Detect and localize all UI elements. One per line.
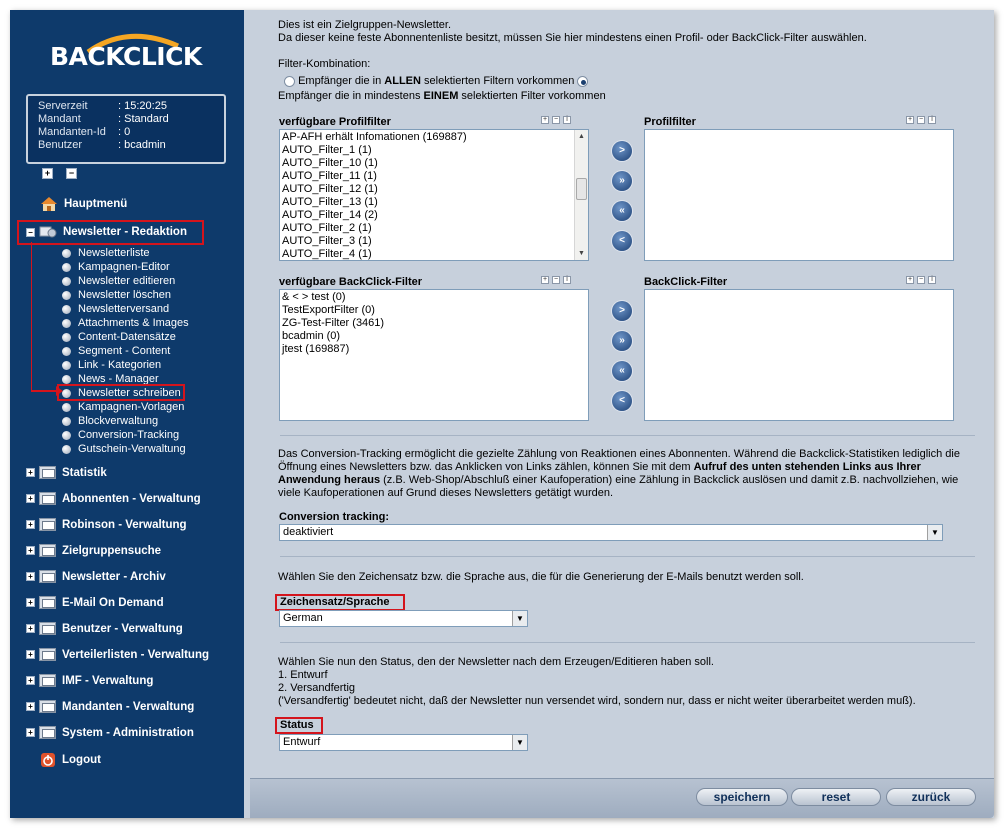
nav-section-label: IMF - Verwaltung: [62, 674, 154, 687]
minus-icon[interactable]: −: [553, 116, 559, 123]
conversion-text-2a: Öffnung eines Newsletters bzw. das Anklicken von Links zählen, können Sie mit dem: [278, 461, 694, 473]
nav-sub-label: Newsletter schreiben: [78, 387, 181, 399]
add-backclick-button[interactable]: >: [612, 301, 632, 321]
bullet-icon: [62, 333, 71, 342]
selected-profile-filters-list[interactable]: [644, 129, 954, 261]
nav-section-label: Benutzer - Verwaltung: [62, 622, 183, 635]
expand-icon[interactable]: +: [26, 494, 35, 503]
list-item[interactable]: AUTO_Filter_1 (1): [282, 144, 372, 156]
nav-sub-label: Content-Datensätze: [78, 331, 176, 343]
available-backclick-filters-list[interactable]: [279, 289, 589, 421]
folder-icon: [39, 596, 56, 609]
filter-option-one: [278, 90, 606, 103]
nav-sub-newsletter-schreiben[interactable]: [62, 387, 181, 399]
nav-hauptmenu-label: Hauptmenü: [64, 198, 128, 210]
nav-system[interactable]: [26, 726, 194, 739]
folder-icon: [39, 648, 56, 661]
nav-sub-label: Blockverwaltung: [78, 415, 159, 427]
plus-icon[interactable]: +: [542, 276, 548, 283]
available-backclick-filters-title: verfügbare BackClick-Filter: [279, 276, 423, 288]
filter-option-all[interactable]: [284, 75, 588, 88]
bullet-icon: [62, 375, 71, 384]
intro-line-1: Dies ist ein Zielgruppen-Newsletter.: [278, 19, 452, 31]
plus-icon[interactable]: +: [542, 116, 548, 123]
list-item[interactable]: AP-AFH erhält Infomationen (169887): [282, 131, 467, 143]
folder-icon: [39, 622, 56, 635]
nav-sub-segment-content[interactable]: [62, 345, 170, 357]
nav-sub-newsletter-loeschen[interactable]: [62, 289, 171, 301]
info-icon[interactable]: i: [563, 116, 571, 124]
sidebar: [10, 10, 244, 818]
info-value: : bcadmin: [118, 139, 166, 151]
window-frame: [10, 10, 994, 818]
nav-sub-label: Newsletterversand: [78, 303, 170, 315]
nav-newsletter-redaktion[interactable]: [26, 225, 187, 239]
radio-all[interactable]: [284, 76, 295, 87]
nav-sub-newsletterversand[interactable]: [62, 303, 169, 315]
bullet-icon: [62, 403, 71, 412]
list-item[interactable]: TestExportFilter (0): [282, 304, 375, 316]
charset-text: Wählen Sie den Zeichensatz bzw. die Sprache aus, die für die Generierung der E-Mails benutzt werden soll.: [278, 571, 804, 583]
info-key: Mandanten-Id: [38, 126, 106, 138]
nav-redaktion-label: Newsletter - Redaktion: [63, 226, 187, 238]
conversion-text-2b: Aufruf des unten stehenden Links aus Ihrer: [693, 461, 921, 473]
selected-profile-filters-title: Profilfilter: [644, 116, 696, 128]
collapse-all-icon[interactable]: −: [66, 168, 77, 179]
status-text-4: ('Versandfertig' bedeutet nicht, daß der Newsletter nun versendet wird, sondern nur, dass er nicht weiter überarbeitet werden muß).: [278, 695, 916, 707]
bullet-icon: [62, 417, 71, 426]
nav-section-label: Zielgruppensuche: [62, 544, 162, 557]
tree-controls: [42, 168, 77, 179]
scroll-thumb[interactable]: [576, 178, 587, 200]
folder-icon: [39, 492, 56, 505]
nav-logout[interactable]: [40, 752, 101, 768]
tree-arrow: [31, 390, 57, 392]
minus-icon[interactable]: −: [553, 276, 559, 283]
expand-icon[interactable]: +: [26, 546, 35, 555]
list-mini-controls: [906, 276, 936, 284]
conversion-text-3a: Anwendung heraus: [278, 474, 381, 486]
info-key: Benutzer: [38, 139, 83, 151]
info-value: : 0: [118, 126, 131, 138]
list-item[interactable]: AUTO_Filter_14 (2): [282, 209, 378, 221]
remove-backclick-button[interactable]: <: [612, 391, 632, 411]
nav-sub-label: Kampagnen-Vorlagen: [78, 401, 185, 413]
list-item[interactable]: AUTO_Filter_13 (1): [282, 196, 378, 208]
nav-sub-label: Conversion-Tracking: [78, 429, 180, 441]
info-key: Mandant: [38, 113, 81, 125]
charset-select[interactable]: [279, 610, 528, 627]
list-item[interactable]: AUTO_Filter_10 (1): [282, 157, 378, 169]
save-button[interactable]: speichern: [696, 788, 788, 806]
status-select[interactable]: [279, 734, 528, 751]
bullet-icon: [62, 347, 71, 356]
status-text-2: 1. Entwurf: [278, 669, 328, 681]
available-profile-filters-list[interactable]: [279, 129, 589, 261]
home-icon: [40, 196, 58, 212]
conversion-tracking-select[interactable]: [279, 524, 943, 541]
charset-label: Zeichensatz/Sprache: [280, 596, 390, 608]
status-text-1: Wählen Sie nun den Status, den der Newsletter nach dem Erzeugen/Editieren haben soll.: [278, 656, 714, 668]
back-button[interactable]: zurück: [886, 788, 976, 806]
nav-section-label: Mandanten - Verwaltung: [62, 700, 195, 713]
list-mini-controls: [541, 116, 571, 124]
plus-icon[interactable]: +: [907, 276, 913, 283]
bullet-icon: [62, 431, 71, 440]
nav-abonnenten[interactable]: [26, 492, 201, 505]
filter-opt1-text: Empfänger die in: [298, 75, 385, 87]
list-item[interactable]: jtest (169887): [282, 343, 350, 355]
nav-sub-label: Attachments & Images: [78, 317, 189, 329]
list-item[interactable]: & < > test (0): [282, 291, 346, 303]
nav-sub-attachments[interactable]: [62, 317, 189, 329]
remove-all-profile-button[interactable]: «: [612, 201, 632, 221]
nav-logout-label: Logout: [62, 754, 101, 766]
nav-section-label: Robinson - Verwaltung: [62, 518, 187, 531]
filter-opt2-text2: selektierten Filter vorkommen: [458, 90, 606, 102]
available-profile-filters-title: verfügbare Profilfilter: [279, 116, 391, 128]
nav-sub-newsletter-editieren[interactable]: [62, 275, 175, 287]
info-icon[interactable]: i: [563, 276, 571, 284]
info-value: : 15:20:25: [118, 100, 167, 112]
newsletter-gear-icon: [39, 225, 57, 239]
nav-benutzer[interactable]: [26, 622, 183, 635]
nav-archiv[interactable]: [26, 570, 166, 583]
nav-sub-link-kategorien[interactable]: [62, 359, 161, 371]
filter-combination-label: Filter-Kombination:: [278, 58, 371, 70]
reset-button[interactable]: reset: [791, 788, 881, 806]
bullet-icon: [62, 277, 71, 286]
list-item[interactable]: AUTO_Filter_12 (1): [282, 183, 378, 195]
expand-icon[interactable]: +: [26, 650, 35, 659]
scroll-up-icon[interactable]: ▲: [578, 133, 585, 140]
expand-icon[interactable]: +: [26, 598, 35, 607]
nav-email-on-demand[interactable]: [26, 596, 164, 609]
bullet-icon: [62, 305, 71, 314]
action-bar: [250, 778, 994, 818]
selected-backclick-filters-list[interactable]: [644, 289, 954, 421]
status-value: Entwurf: [283, 736, 321, 748]
remove-profile-button[interactable]: <: [612, 231, 632, 251]
add-all-backclick-button[interactable]: »: [612, 331, 632, 351]
folder-icon: [39, 544, 56, 557]
tree-connector: [31, 242, 32, 392]
nav-section-label: Statistik: [62, 466, 107, 479]
folder-icon: [39, 700, 56, 713]
folder-icon: [39, 570, 56, 583]
info-icon[interactable]: i: [928, 116, 936, 124]
filter-opt1-bold: ALLEN: [384, 75, 421, 87]
nav-sub-label: Newsletter editieren: [78, 275, 176, 287]
nav-sub-gutschein[interactable]: [62, 443, 186, 455]
info-key: Serverzeit: [38, 100, 88, 112]
chevron-down-icon[interactable]: ▼: [512, 611, 527, 626]
conversion-tracking-label: Conversion tracking:: [279, 511, 390, 523]
selected-backclick-filters-title: BackClick-Filter: [644, 276, 728, 288]
conversion-tracking-value: deaktiviert: [283, 526, 334, 538]
folder-icon: [39, 726, 56, 739]
status-text-3: 2. Versandfertig: [278, 682, 356, 694]
folder-icon: [39, 518, 56, 531]
server-info-box: [26, 94, 226, 164]
nav-imf[interactable]: [26, 674, 153, 687]
add-profile-button[interactable]: >: [612, 141, 632, 161]
status-label: Status: [280, 719, 314, 731]
nav-sub-newsletterliste[interactable]: [62, 247, 150, 259]
bullet-icon: [62, 249, 71, 258]
folder-icon: [39, 466, 56, 479]
nav-robinson[interactable]: [26, 518, 187, 531]
nav-zielgruppensuche[interactable]: [26, 544, 161, 557]
conversion-text-1: Das Conversion-Tracking ermöglicht die gezielte Zählung von Reaktionen eines Abonnenten. Während die Backclick-Statistiken lediglich die: [278, 448, 960, 460]
nav-sub-conversion-tracking[interactable]: [62, 429, 179, 441]
expand-icon[interactable]: +: [26, 676, 35, 685]
divider: [280, 435, 975, 436]
nav-sub-label: Newsletterliste: [78, 247, 150, 259]
nav-sub-label: Gutschein-Verwaltung: [78, 443, 186, 455]
info-icon[interactable]: i: [928, 276, 936, 284]
list-mini-controls: [541, 276, 571, 284]
nav-sub-label: Link - Kategorien: [78, 359, 162, 371]
nav-sub-label: Segment - Content: [78, 345, 171, 357]
bullet-icon: [62, 389, 71, 398]
nav-sub-label: Kampagnen-Editor: [78, 261, 170, 273]
minus-icon[interactable]: −: [918, 116, 924, 123]
main-content: [250, 10, 994, 818]
scrollbar[interactable]: [574, 130, 588, 260]
radio-one[interactable]: [577, 76, 588, 87]
scroll-down-icon[interactable]: ▼: [578, 250, 585, 257]
nav-statistik[interactable]: [26, 466, 107, 479]
conversion-text-4: viele Kaufoperationen auf Grund dieses Newsletters getätigt wurden.: [278, 487, 614, 499]
folder-icon: [39, 674, 56, 687]
expand-icon[interactable]: +: [26, 468, 35, 477]
conversion-text-2: [278, 461, 921, 474]
divider: [280, 556, 975, 557]
nav-sub-blockverwaltung[interactable]: [62, 415, 158, 427]
nav-hauptmenu[interactable]: [40, 196, 127, 212]
power-icon: [40, 752, 56, 768]
list-item[interactable]: bcadmin (0): [282, 330, 341, 342]
bullet-icon: [62, 319, 71, 328]
bullet-icon: [62, 445, 71, 454]
nav-section-label: System - Administration: [62, 726, 194, 739]
list-mini-controls: [906, 116, 936, 124]
plus-icon[interactable]: +: [907, 116, 913, 123]
nav-sub-kampagnen-vorlagen[interactable]: [62, 401, 184, 413]
backclick-logo: [50, 32, 200, 82]
expand-icon[interactable]: +: [26, 728, 35, 737]
expand-all-icon[interactable]: +: [42, 168, 53, 179]
nav-sub-content-datensaetze[interactable]: [62, 331, 176, 343]
remove-all-backclick-button[interactable]: «: [612, 361, 632, 381]
list-item[interactable]: AUTO_Filter_4 (1): [282, 248, 372, 260]
nav-sub-kampagnen-editor[interactable]: [62, 261, 170, 273]
nav-section-label: Abonnenten - Verwaltung: [62, 492, 201, 505]
chevron-down-icon[interactable]: ▼: [927, 525, 942, 540]
list-item[interactable]: AUTO_Filter_3 (1): [282, 235, 372, 247]
expand-icon[interactable]: +: [26, 624, 35, 633]
nav-section-label: Newsletter - Archiv: [62, 570, 166, 583]
conversion-text-3b: (z.B. Web-Shop/Abschluß einer Kaufoperation) eine Zählung in Backclick auslösen und damit z.B. nachvollziehen, wie: [380, 474, 959, 486]
bullet-icon: [62, 263, 71, 272]
filter-opt1-text2: selektierten Filtern vorkommen: [420, 75, 575, 87]
nav-verteilerlisten[interactable]: [26, 648, 209, 661]
list-item[interactable]: ZG-Test-Filter (3461): [282, 317, 385, 329]
charset-value: German: [283, 612, 323, 624]
minus-icon[interactable]: −: [918, 276, 924, 283]
nav-section-label: Verteilerlisten - Verwaltung: [62, 648, 209, 661]
add-all-profile-button[interactable]: »: [612, 171, 632, 191]
bullet-icon: [62, 361, 71, 370]
collapse-icon[interactable]: −: [26, 228, 35, 237]
expand-icon[interactable]: +: [26, 520, 35, 529]
info-value: : Standard: [118, 113, 169, 125]
conversion-text-3: [278, 474, 958, 487]
nav-mandanten[interactable]: [26, 700, 194, 713]
expand-icon[interactable]: +: [26, 572, 35, 581]
bullet-icon: [62, 291, 71, 300]
divider: [280, 642, 975, 643]
nav-sub-label: Newsletter löschen: [78, 289, 171, 301]
nav-section-label: E-Mail On Demand: [62, 596, 164, 609]
filter-opt2-text: Empfänger die in mindestens: [278, 90, 424, 102]
intro-line-2: Da dieser keine feste Abonnentenliste besitzt, müssen Sie hier mindestens einen Profil- oder BackClick-Filter auswählen.: [278, 32, 867, 44]
filter-opt2-bold: EINEM: [423, 90, 459, 102]
nav-sub-label: News - Manager: [78, 373, 159, 385]
chevron-down-icon[interactable]: ▼: [512, 735, 527, 750]
expand-icon[interactable]: +: [26, 702, 35, 711]
list-item[interactable]: AUTO_Filter_2 (1): [282, 222, 372, 234]
list-item[interactable]: AUTO_Filter_11 (1): [282, 170, 377, 182]
brand-name: BACKCLICK: [50, 42, 202, 71]
